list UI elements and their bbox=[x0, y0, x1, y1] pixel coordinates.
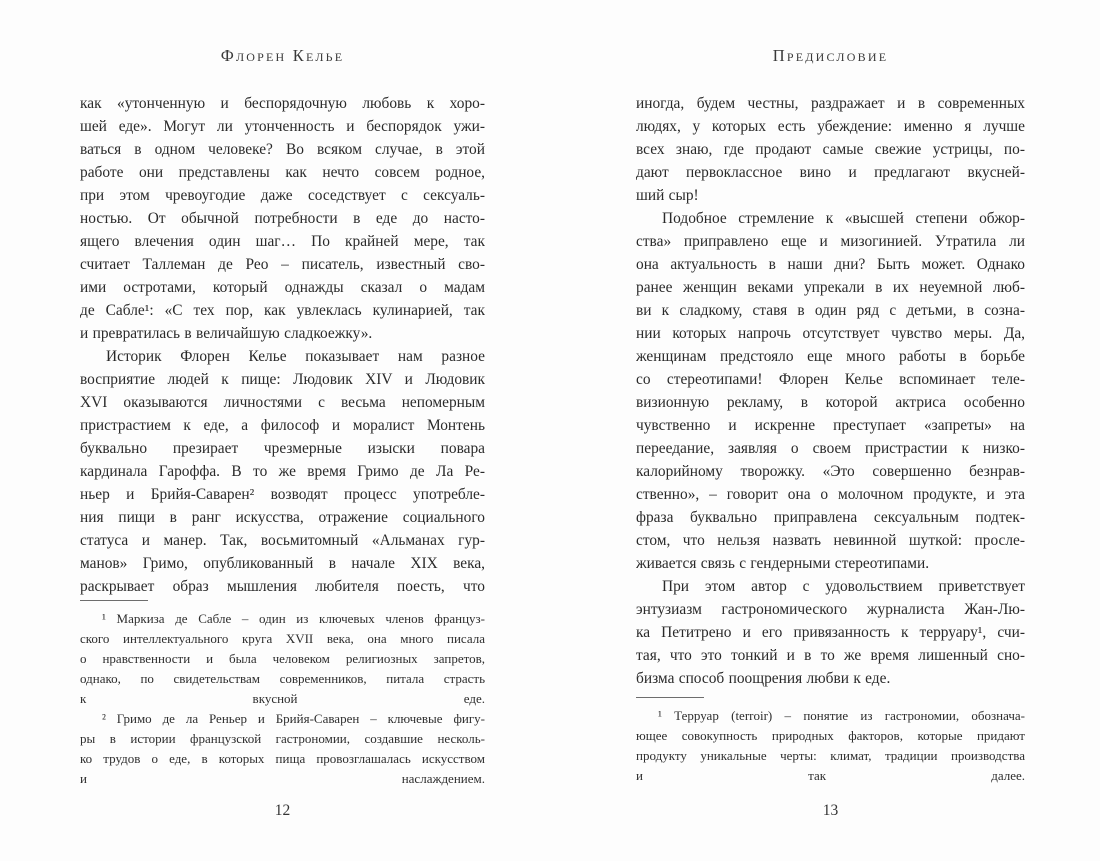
text-line: визионную рекламу, в которой актриса особенно bbox=[636, 394, 1025, 411]
running-header-chapter: Предисловие bbox=[772, 46, 889, 65]
paragraph bbox=[636, 92, 1025, 207]
text-line: ка Петитрено и его привязанность к терруару¹, счи- bbox=[636, 624, 1025, 641]
footnote-rule bbox=[636, 697, 704, 698]
text-line: ящего влечения один шаг… По крайней мере, так bbox=[80, 233, 485, 250]
text-line: раскрывает образ мышления любителя поесть, что bbox=[80, 578, 485, 595]
text-line: восприятие людей к пище: Людовик XIV и Людовик bbox=[80, 371, 485, 388]
text-line: де Сабле¹: «С тех пор, как увлеклась кулинарией, так bbox=[80, 302, 485, 319]
text-line: как «утонченную и беспорядочную любовь к хоро- bbox=[80, 95, 485, 112]
text-line: продукту уникальные черты: климат, традиции производства bbox=[636, 748, 1025, 763]
text-line: При этом автор с удовольствием приветствует bbox=[662, 578, 1025, 595]
footnotes-block bbox=[636, 706, 1025, 786]
text-line: статуса и манер. Так, восьмитомный «Альманах гур- bbox=[80, 532, 485, 549]
page-number: 12 bbox=[274, 802, 291, 819]
text-line: XVI оказываются личностями с весьма непомерным bbox=[80, 394, 485, 411]
text-line: ния пищи в ранг искусства, отражение социального bbox=[80, 509, 485, 526]
text-line: и так далее. bbox=[636, 768, 1025, 783]
text-line: она актуальность в наши дни? Быть может. Однако bbox=[636, 256, 1025, 273]
text-line: ² Гримо де ла Реньер и Брийя-Саварен – ключевые фигу- bbox=[102, 711, 485, 726]
text-line: переедание, заявляя о своем пристрастии к низко- bbox=[636, 440, 1025, 457]
text-line: ший сыр! bbox=[636, 187, 699, 204]
text-line: к вкусной еде. bbox=[80, 691, 485, 706]
page-number: 13 bbox=[822, 802, 839, 819]
text-line: стом, что нельзя назвать невинной шуткой: просле- bbox=[636, 532, 1025, 549]
text-line: энтузиазм гастрономического журналиста Жан-Лю- bbox=[636, 601, 1025, 618]
text-line: калорийному творожку. «Это совершенно безнрав- bbox=[636, 463, 1025, 480]
text-line: нии которых напрочь отсутствует чувство меры. Да, bbox=[636, 325, 1025, 342]
footnotes-block bbox=[80, 609, 485, 789]
text-line: женщинам предстояло еще много работы в борьбе bbox=[636, 348, 1025, 365]
text-line: ностью. От обычной потребности в еде до насто- bbox=[80, 210, 485, 227]
text-line: пристрастием к еде, а философ и моралист Монтень bbox=[80, 417, 485, 434]
footnote bbox=[80, 609, 485, 709]
text-line: ского интеллектуального круга XVII века, она много писала bbox=[80, 631, 485, 646]
paragraph bbox=[80, 92, 485, 345]
text-line: людях, у которых есть убеждение: именно я лучше bbox=[636, 118, 1025, 135]
text-line: ими остротами, который однажды сказал о мадам bbox=[80, 279, 485, 296]
text-line: Подобное стремление к «высшей степени обжор- bbox=[662, 210, 1025, 227]
text-line: работе они представлены как нечто совсем родное, bbox=[80, 164, 485, 181]
left-page bbox=[80, 0, 485, 861]
text-line: ющее совокупность природных факторов, которые придают bbox=[636, 728, 1025, 743]
text-line: иногда, будем честны, раздражает и в современных bbox=[636, 95, 1025, 112]
text-line: ко трудов о еде, в которых пища провозглашалась искусством bbox=[80, 751, 485, 766]
text-line: считает Таллеман де Рео – писатель, известный сво- bbox=[80, 256, 485, 273]
text-line: чувственно и искренне преступает «запреты» на bbox=[636, 417, 1025, 434]
text-line: ранее женщин веками упрекали в их неуемной люб- bbox=[636, 279, 1025, 296]
text-line: дают первоклассное вино и предлагают вкусней- bbox=[636, 164, 1025, 181]
text-line: фраза буквально приправлена сексуальным подтек- bbox=[636, 509, 1025, 526]
footnote-rule bbox=[80, 600, 148, 601]
paragraph bbox=[80, 345, 485, 598]
text-line: тая, что это тонкий и в то же время лишенный сно- bbox=[636, 647, 1025, 664]
text-line: и превратилась в величайшую сладкоежку». bbox=[80, 325, 373, 342]
text-line: о нравственности и была человеком религиозных запретов, bbox=[80, 651, 485, 666]
text-line: при этом чревоугодие даже соседствует с сексуаль- bbox=[80, 187, 485, 204]
text-line: ви к сладкому, ставя в один ряд с детьми, в созна- bbox=[636, 302, 1025, 319]
text-line: кардинала Гароффа. В то же время Гримо де Ла Ре- bbox=[80, 463, 485, 480]
page-body bbox=[80, 92, 485, 598]
running-header-author: Флорен Келье bbox=[220, 46, 345, 65]
footnote bbox=[80, 709, 485, 789]
text-line: и наслаждением. bbox=[80, 771, 485, 786]
text-line: манов» Гримо, опубликованный в начале XIX века, bbox=[80, 555, 485, 572]
text-line: шей еде». Могут ли утонченность и беспорядок ужи- bbox=[80, 118, 485, 135]
paragraph bbox=[636, 207, 1025, 575]
text-line: ¹ Маркиза де Сабле – один из ключевых членов француз- bbox=[102, 611, 485, 626]
footnote bbox=[636, 706, 1025, 786]
text-line: ры в истории французской гастрономии, создавшие несколь- bbox=[80, 731, 485, 746]
text-line: Историк Флорен Келье показывает нам разное bbox=[106, 348, 485, 365]
text-line: живается связь с гендерными стереотипами. bbox=[636, 555, 930, 572]
text-line: буквально презирает чрезмерные изыски повара bbox=[80, 440, 485, 457]
text-line: всех знаю, где продают самые свежие устрицы, по- bbox=[636, 141, 1025, 158]
text-line: ¹ Терруар (terroir) – понятие из гастрономии, обознача- bbox=[658, 708, 1025, 723]
right-page bbox=[636, 0, 1025, 861]
paragraph bbox=[636, 575, 1025, 690]
page-body bbox=[636, 92, 1025, 690]
text-line: со стереотипами! Флорен Келье вспоминает теле- bbox=[636, 371, 1025, 388]
text-line: однако, по свидетельствам современников, питала страсть bbox=[80, 671, 485, 686]
text-line: ваться в одном человеке? Во всяком случае, в этой bbox=[80, 141, 485, 158]
text-line: ньер и Брийя-Саварен² возводят процесс употребле- bbox=[80, 486, 485, 503]
text-line: ства» приправлено еще и мизогинией. Утратила ли bbox=[636, 233, 1025, 250]
text-line: бизма способ поощрения любви к еде. bbox=[636, 670, 891, 687]
text-line: ственно», – говорит она о молочном продукте, и эта bbox=[636, 486, 1025, 503]
